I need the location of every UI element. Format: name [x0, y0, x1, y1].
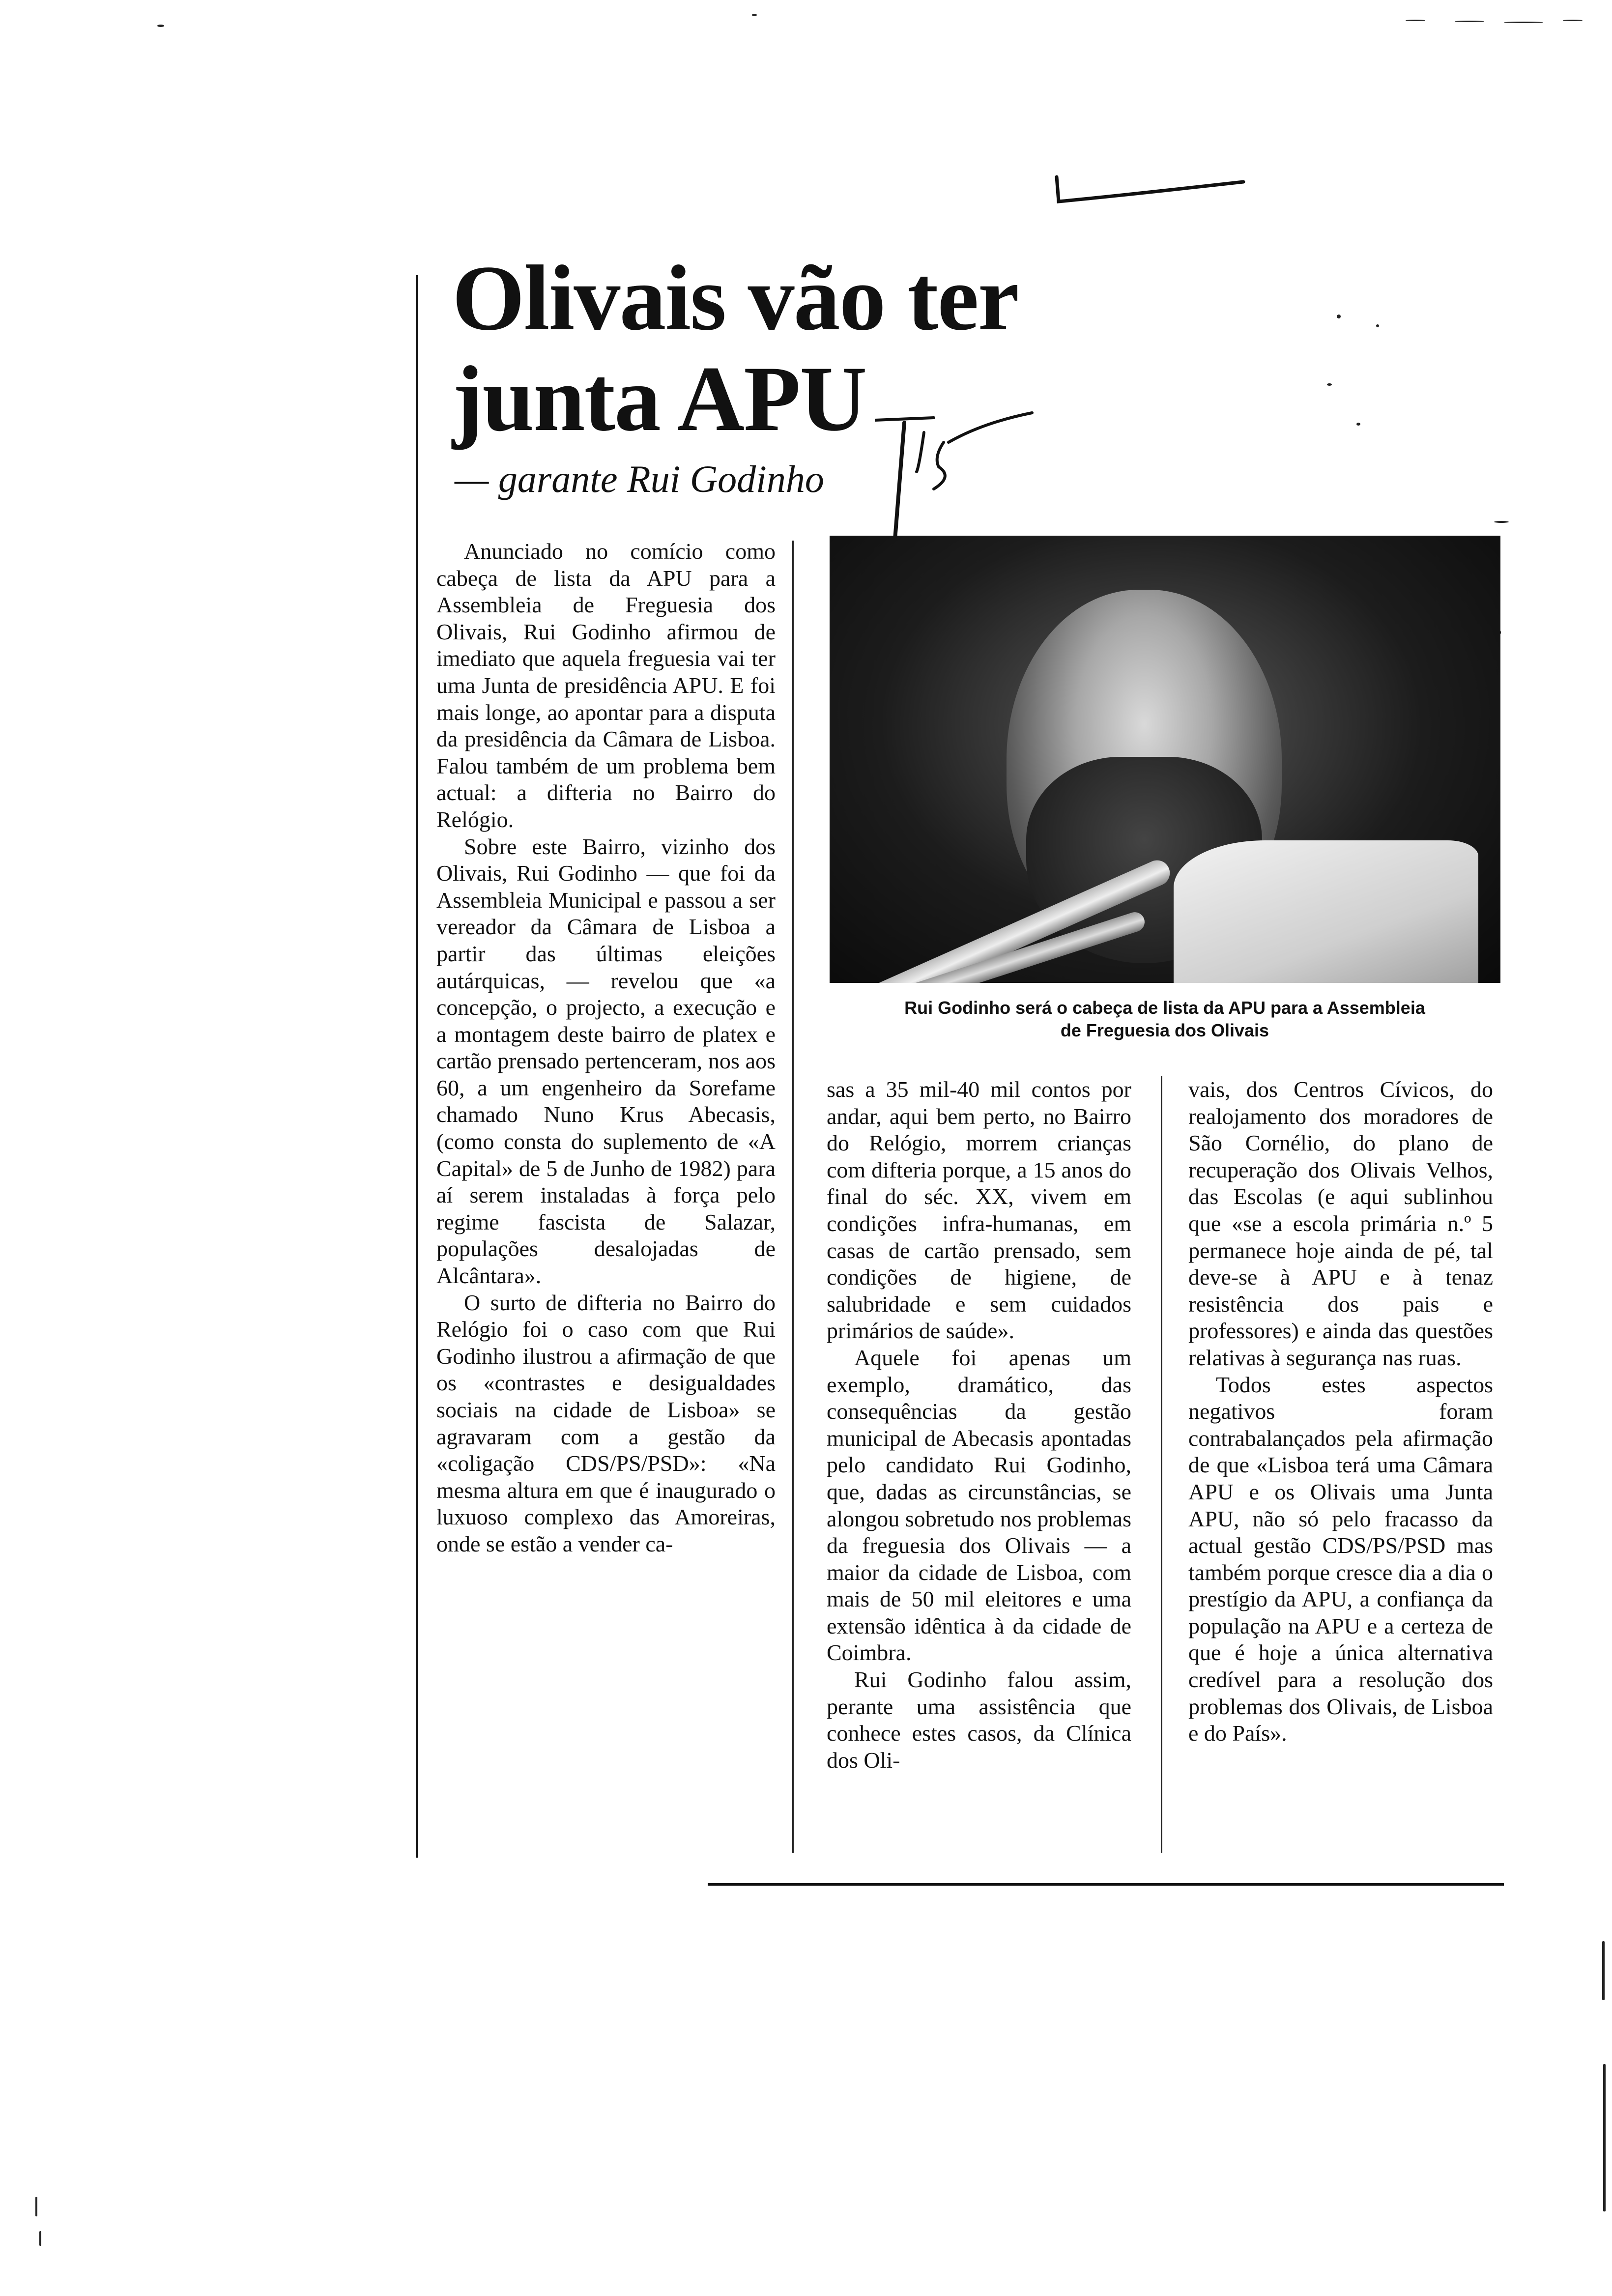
scan-speck — [1327, 383, 1332, 386]
paragraph: sas a 35 mil-40 mil contos por andar, aqui bem perto, no Bairro do Relógio, morrem crianças com difteria porque, a 15 anos do final do séc. XX, vivem em condições infra-humanas, em casas de cartão prensado, sem condições de higiene, de salubridade e sem cuidados primários de saúde». — [827, 1077, 1131, 1344]
paragraph: vais, dos Centros Cívicos, do realojamento dos moradores de São Cornélio, do plano de recuperação dos Olivais Velhos, das Escolas (e aqui sublinhou que «se a escola primária n.º 5 permanece hoje ainda de pé, tal deve-se à APU e à tenaz resistência dos pais e professores) e ainda das questões relativas à segurança nas ruas. — [1188, 1077, 1493, 1370]
scan-speck — [1406, 20, 1425, 21]
scan-speck — [157, 25, 164, 27]
handwritten-line — [1052, 172, 1248, 211]
scan-speck — [1494, 521, 1509, 523]
paragraph: O surto de difteria no Bairro do Relógio foi o caso com que Rui Godinho ilustrou a afirmação de que os «contrastes e desigualdades sociais na cidade de Lisboa» se agravaram com a gestão da «coligação CDS/PS/PSD»: «Na mesma altura em que é inaugurado o luxuoso complexo das Amoreiras, onde se estão a vender ca- — [436, 1290, 776, 1556]
scan-speck — [1563, 20, 1583, 21]
scan-speck — [1504, 22, 1543, 23]
headline-line-2: junta APU — [452, 347, 866, 451]
paragraph: Anunciado no comício como cabeça de lista da APU para a Assembleia de Freguesia dos Olivais, Rui Godinho afirmou de imediato que aquela freguesia vai ter uma Junta de presidência APU. E foi mais longe, ao apontar para a disputa da presidência da Câmara de Lisboa. Falou também de um problema bem actual: a difteria no Bairro do Relógio. — [436, 539, 776, 832]
article-column-2 — [827, 1076, 1131, 1774]
subheadline: — garante Rui Godinho — [455, 458, 824, 500]
article-column-1 — [436, 538, 776, 1558]
headline — [452, 248, 1042, 450]
article-column-3 — [1188, 1076, 1493, 1747]
photo-shirt — [1174, 840, 1478, 983]
paragraph: Todos estes aspectos negativos foram contrabalançados pela afirmação de que «Lisboa terá uma Câmara APU e os Olivais uma Junta APU, não só pelo fracasso da actual gestão CDS/PS/PSD mas também porque cresce dia a dia o prestígio da APU, a confiança da população na APU e a certeza de que é hoje a única alternativa credível para a resolução dos problemas dos Olivais, de Lisboa e do País». — [1188, 1372, 1493, 1746]
article-bottom-rule — [708, 1883, 1504, 1886]
paragraph: Sobre este Bairro, vizinho dos Olivais, Rui Godinho — que foi da Assembleia Municipal e passou a ser vereador da Câmara de Lisboa a partir das últimas eleições autárquicas, — revelou que «a concepção, o projecto, a execução e a montagem deste bairro de platex e cartão prensado pertenceram, nos aos 60, a um engenheiro da Sorefame chamado Nuno Krus Abecasis, (como consta do suplemento de «A Capital» de 5 de Junho de 1982) para aí serem instaladas à força pelo regime fascista de Salazar, populações desalojadas de Alcântara». — [436, 833, 776, 1289]
scan-speck — [1376, 324, 1379, 327]
scan-speck — [35, 2197, 37, 2216]
scan-speck — [39, 2231, 41, 2246]
scan-speck — [1455, 21, 1484, 22]
article-left-rule — [416, 275, 418, 1858]
scan-speck — [752, 14, 757, 16]
caption-line-1: Rui Godinho será o cabeça de lista da APU para a Assembleia — [904, 998, 1425, 1018]
caption-line-2: de Freguesia dos Olivais — [1060, 1020, 1269, 1040]
scan-speck — [1603, 2064, 1606, 2211]
scan-speck — [1337, 315, 1341, 318]
column-rule — [1161, 1076, 1162, 1853]
scan-speck — [1602, 1941, 1605, 2000]
paragraph: Rui Godinho falou assim, perante uma assistência que conhece estes casos, da Clínica dos Oli- — [827, 1667, 1131, 1773]
headline-line-1: Olivais vão ter — [452, 247, 1019, 350]
column-rule — [792, 541, 794, 1853]
candidate-photo — [830, 536, 1500, 983]
paragraph: Aquele foi apenas um exemplo, dramático, das consequências da gestão municipal de Abecasis apontadas pelo candidato Rui Godinho, que, dadas as circunstâncias, se alongou sobretudo nos problemas da freguesia dos Olivais — a maior da cidade de Lisboa, com mais de 50 mil eleitores e uma extensão idêntica à da cidade de Coimbra. — [827, 1345, 1131, 1665]
scan-speck — [1356, 423, 1360, 426]
photo-caption — [835, 997, 1494, 1042]
